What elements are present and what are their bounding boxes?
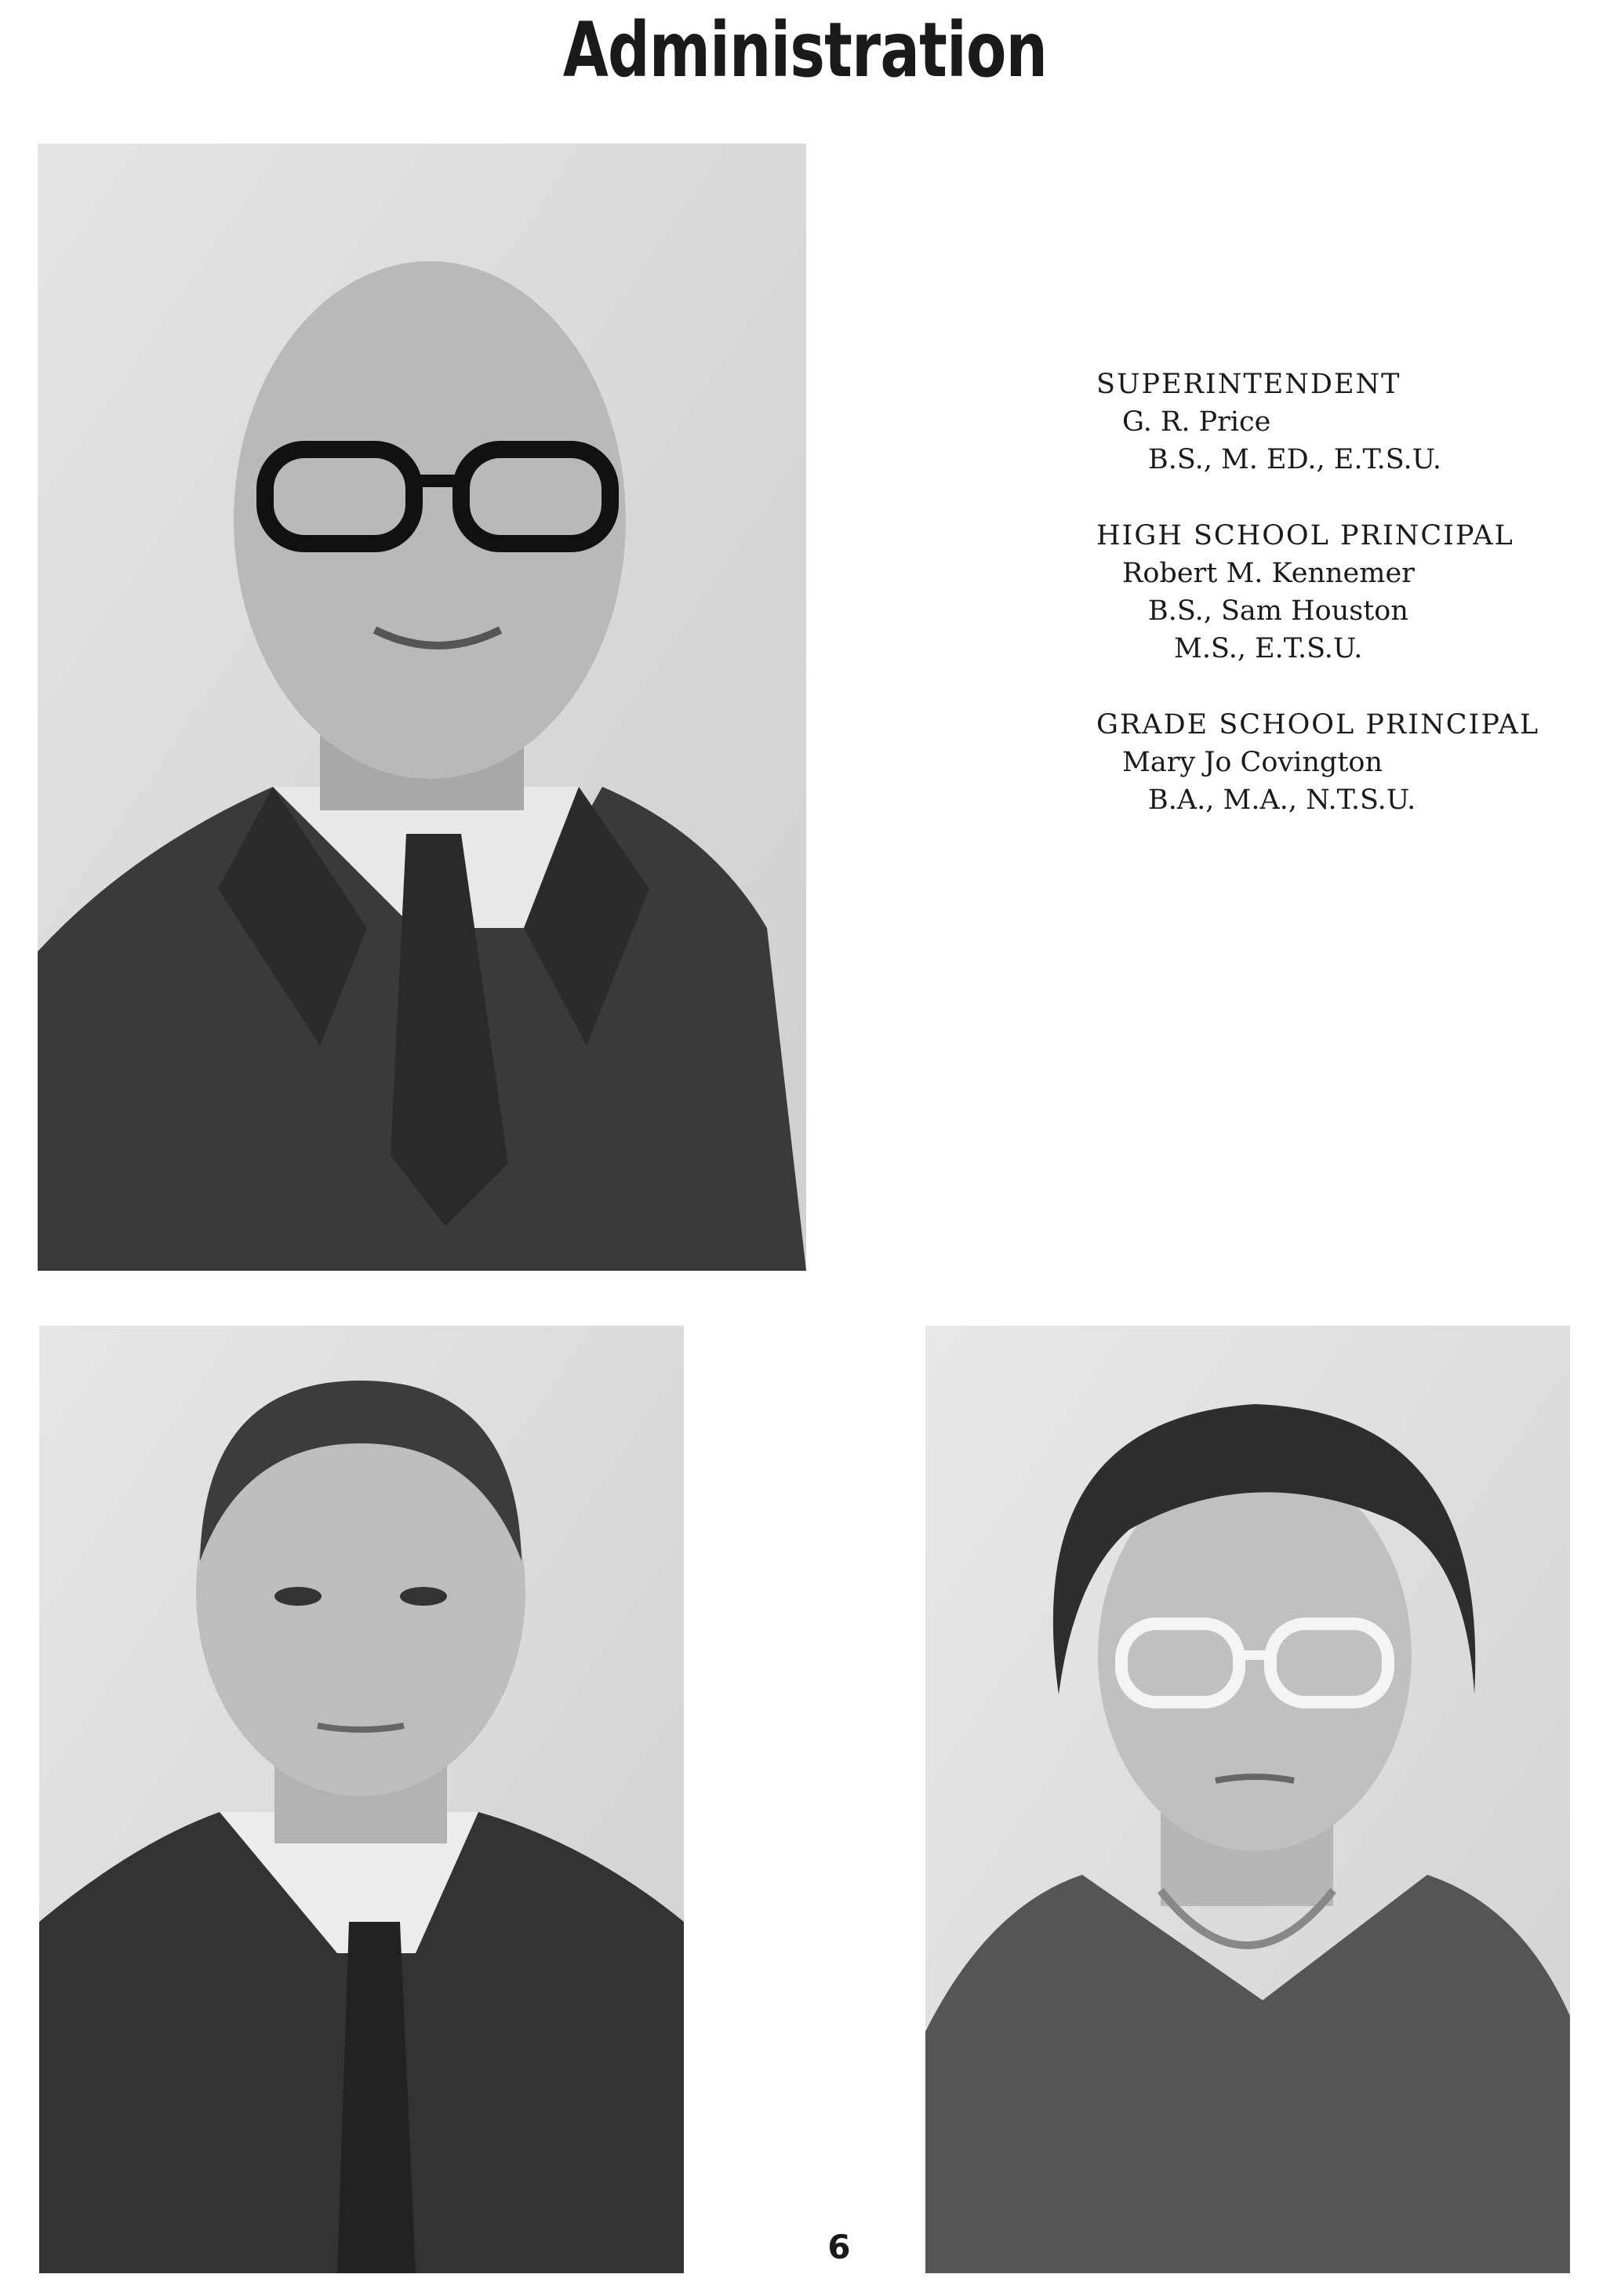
staff-degrees: B.S., M. ED., E.T.S.U. (1148, 444, 1442, 475)
gs-principal-portrait (925, 1326, 1570, 2273)
hs-principal-portrait (39, 1326, 684, 2273)
staff-name: Mary Jo Covington (1122, 747, 1383, 778)
staff-degrees: M.S., E.T.S.U. (1174, 633, 1363, 664)
role-title: SUPERINTENDENT (1096, 369, 1401, 400)
staff-entry-superintendent (1096, 366, 1539, 478)
page-title: Administration (562, 6, 1048, 94)
role-title: HIGH SCHOOL PRINCIPAL (1096, 520, 1514, 551)
staff-degrees: B.S., Sam Houston (1148, 595, 1408, 627)
staff-entry-hs-principal (1096, 517, 1539, 668)
staff-list (1096, 366, 1539, 857)
superintendent-portrait (38, 144, 806, 1271)
staff-name: Robert M. Kennemer (1122, 558, 1415, 589)
role-title: GRADE SCHOOL PRINCIPAL (1096, 709, 1540, 740)
staff-degrees: B.A., M.A., N.T.S.U. (1148, 784, 1416, 816)
staff-entry-gs-principal (1096, 706, 1539, 819)
page-number: 6 (827, 2228, 851, 2266)
staff-name: G. R. Price (1122, 406, 1271, 438)
